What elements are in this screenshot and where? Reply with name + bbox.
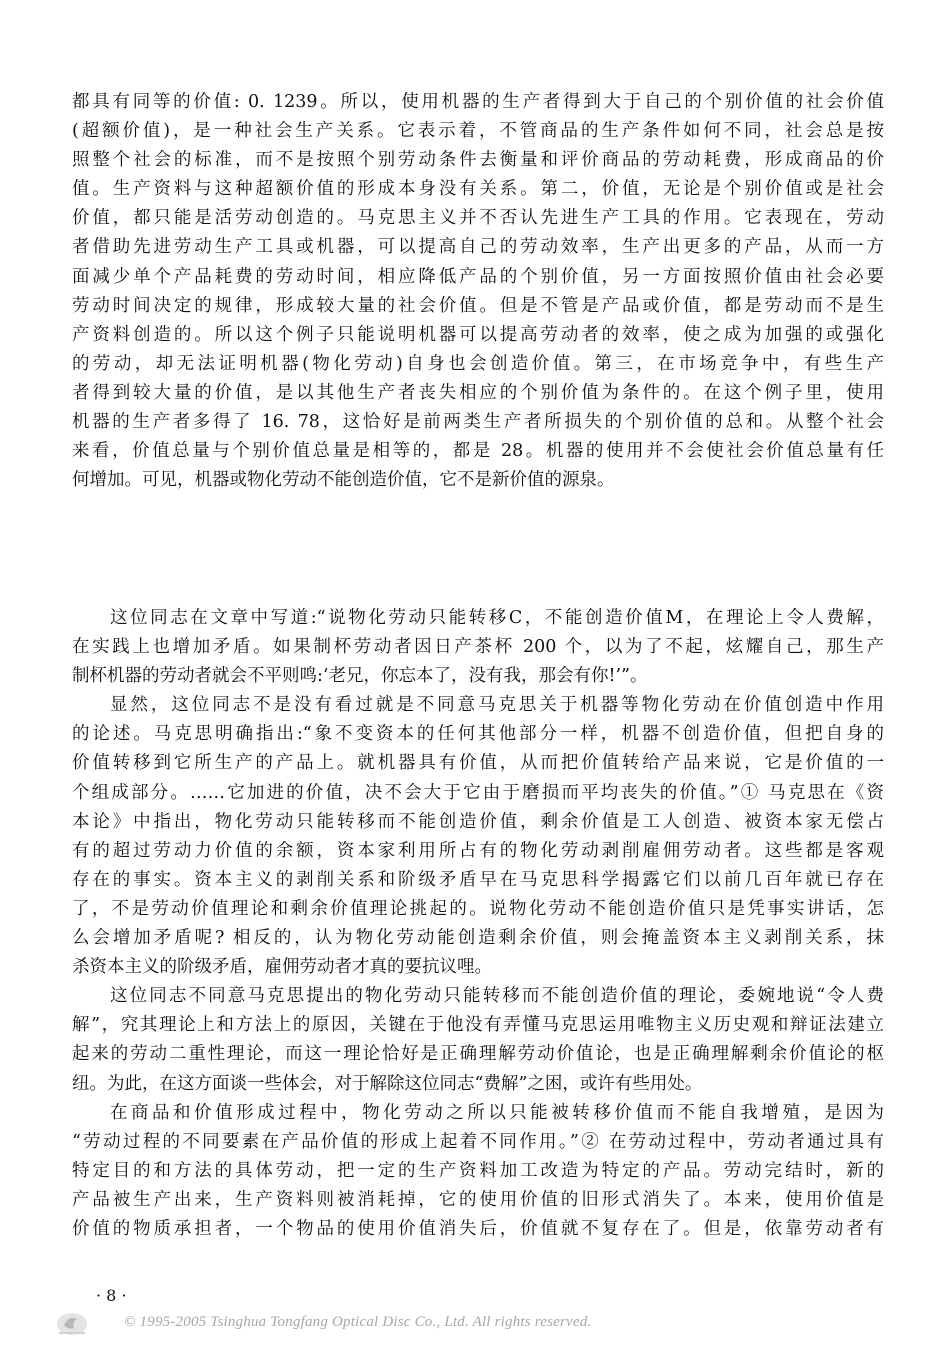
text-line: 价值转移到它所生产的产品上。就机器具有价值，从而把价值转给产品来说，它是价值的一: [72, 753, 884, 774]
text-line: 特定目的和方法的具体劳动，把一定的生产资料加工改造为特定的产品。劳动完结时，新的: [72, 1160, 884, 1181]
text-line: 产资料创造的。所以这个例子只能说明机器可以提高劳动者的效率，使之成为加强的或强化: [72, 324, 884, 345]
text-line: 解”，究其理论上和方法上的原因，关键在于他没有弄懂马克思运用唯物主义历史观和辩证法建立: [72, 1015, 884, 1036]
text-block-upper: [72, 88, 884, 495]
text-line: 杀资本主义的阶级矛盾，雇佣劳动者才真的要抗议哩。: [72, 957, 492, 978]
text-line: 本论》中指出，物化劳动只能转移而不能创造价值，剩余价值是工人创造、被资本家无偿占: [72, 811, 884, 832]
text-line: 都具有同等的价值: 0. 1239。所以，使用机器的生产者得到大于自己的个别价值的社会价值: [72, 92, 884, 112]
text-line: 来看，价值总量与个别价值总量是相等的，都是 28。机器的使用并不会使社会价值总量有任: [72, 441, 884, 462]
publisher-logo-icon: [55, 1310, 89, 1338]
text-line: 在实践上也增加矛盾。如果制杯劳动者因日产茶杯 200 个，以为了不起，炫耀自己，那生产: [72, 637, 884, 658]
text-line: 价值，都只能是活劳动创造的。马克思主义并不否认先进生产工具的作用。它表现在，劳动: [72, 208, 884, 229]
text-line: 的论述。马克思明确指出:“象不变资本的任何其他部分一样，机器不创造价值，但把自身的: [72, 724, 884, 745]
text-line: 产品被生产出来，生产资料则被消耗掉，它的使用价值的旧形式消失了。本来，使用价值是: [72, 1189, 884, 1210]
text-line: 起来的劳动二重性理论，而这一理论恰好是正确理解劳动价值论，也是正确理解剩余价值论的枢: [72, 1044, 884, 1065]
text-line: 在商品和价值形成过程中，物化劳动之所以只能被转移价值而不能自我增殖，是因为: [110, 1102, 884, 1123]
text-line: 的劳动，却无法证明机器(物化劳动)自身也会创造价值。第三，在市场竞争中，有些生产: [72, 353, 884, 374]
footer: [55, 1308, 775, 1340]
text-line: 者得到较大量的价值，是以其他生产者丧失相应的个别价值为条件的。在这个例子里，使用: [72, 382, 884, 403]
text-line: 值。生产资料与这种超额价值的形成本身没有关系。第二，价值，无论是个别价值或是社会: [72, 179, 884, 200]
text-line: 这位同志在文章中写道:“说物化劳动只能转移C，不能创造价值M，在理论上令人费解，: [110, 608, 884, 628]
text-line: 价值的物质承担者，一个物品的使用价值消失后，价值就不复存在了。但是，依靠劳动者有: [72, 1218, 884, 1239]
text-line: 纽。为此，在这方面谈一些体会，对于解除这位同志“费解”之困，或许有些用处。: [72, 1073, 703, 1094]
text-line: (超额价值)，是一种社会生产关系。它表示着，不管商品的生产条件如何不同，社会总是按: [72, 121, 884, 142]
text-line: 何增加。可见，机器或物化劳动不能创造价值，它不是新价值的源泉。: [72, 470, 615, 491]
text-line: 者借助先进劳动生产工具或机器，可以提高自己的劳动效率，生产出更多的产品，从而一方: [72, 237, 884, 258]
text-line: 有的超过劳动力价值的余额，资本家利用所占有的物化劳动剥削雇佣劳动者。这些都是客观: [72, 840, 884, 861]
text-line: 机器的生产者多得了 16. 78，这恰好是前两类生产者所损失的个别价值的总和。从整个社会: [72, 412, 884, 433]
text-block-lower: [72, 604, 884, 1244]
text-line: 显然，这位同志不是没有看过就是不同意马克思关于机器等物化劳动在价值创造中作用: [110, 695, 884, 716]
text-line: 劳动时间决定的规律，形成较大量的社会价值。但是不管是产品或价值，都是劳动而不是生: [72, 295, 884, 316]
text-line: 照整个社会的标准，而不是按照个别劳动条件去衡量和评价商品的劳动耗费，形成商品的价: [72, 150, 884, 171]
copyright-notice: © 1995-2005 Tsinghua Tongfang Optical Disc Co., Ltd. All rights reserved.: [124, 1314, 592, 1330]
text-line: 么会增加矛盾呢? 相反的，认为物化劳动能创造剩余价值，则会掩盖资本主义剥削关系，抹: [72, 928, 884, 949]
text-line: 制杯机器的劳动者就会不平则鸣:‘老兄，你忘本了，没有我，那会有你!’”。: [72, 666, 648, 687]
text-line: 了，不是劳动价值理论和剩余价值理论挑起的。说物化劳动不能创造价值只是凭事实讲话，怎: [72, 898, 884, 919]
page-number: · 8 ·: [96, 1286, 127, 1305]
text-line: 存在的事实。资本主义的剥削关系和阶级矛盾早在马克思科学揭露它们以前几百年就已存在: [72, 869, 884, 890]
text-line: 个组成部分。……它加进的价值，决不会大于它由于磨损而平均丧失的价值。”① 马克思在《资: [72, 782, 884, 803]
text-line: 这位同志不同意马克思提出的物化劳动只能转移而不能创造价值的理论，委婉地说“令人费: [110, 986, 884, 1007]
text-line: “劳动过程的不同要素在产品价值的形成上起着不同作用。”② 在劳动过程中，劳动者通过具有: [72, 1131, 884, 1152]
text-line: 面减少单个产品耗费的劳动时间，相应降低产品的个别价值，另一方面按照价值由社会必要: [72, 266, 884, 287]
